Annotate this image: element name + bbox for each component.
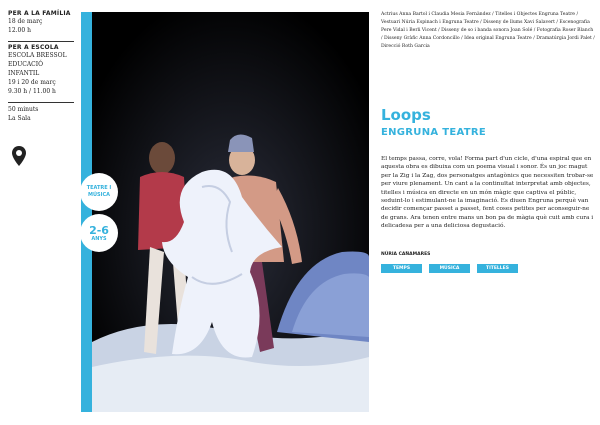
chip-musica: MÚSICA	[429, 264, 470, 273]
keyword-chips	[381, 264, 518, 273]
school-level-2: EDUCACIÓ	[8, 61, 44, 68]
school-time: 9.30 h / 11.00 h	[8, 88, 56, 95]
duration: 50 minuts	[8, 106, 39, 113]
location-pin-icon	[12, 146, 26, 166]
genre-line-1: TEATRE I	[86, 185, 112, 191]
description-author: NÚRIA CAÑAMARES	[381, 252, 431, 257]
family-heading: PER A LA FAMÍLIA	[8, 10, 71, 17]
age-unit: ANYS	[91, 235, 107, 242]
chip-temps: TEMPS	[381, 264, 422, 273]
school-heading: PER A ESCOLA	[8, 44, 59, 51]
chip-titelles: TITELLES	[477, 264, 518, 273]
school-block	[8, 41, 74, 96]
show-title: Loops	[381, 106, 431, 124]
show-description: El temps passa, corre, vola! Forma part d'un cicle, d'una espiral que en aquesta obra es dibuixa com un poema visual i sonor. És un joc magut per la Zig i la Zag, dos personatges antagònics que necessiten trobar-se per viure plenament. Un cant a la continuïtat interpretat amb objectes, titelles i música en directe en un món màgic que captiva el públic, seduint-lo i estimulant-ne la imaginació. Es diuen Engruna perquè van decidir començar passet a passet, fent coses petites per aconseguir-ne de grans. Ara tenen entre mans un bon pa de màgia què cuit amb cura i delicadesa per a una deliciosa degustació.	[381, 156, 594, 230]
family-block	[8, 10, 74, 35]
credits-text: Actrius Anna Bartol i Claudia Mesia Fernàndez / Titelles i Objectes Engruna Teatre / Vestuari Núria Espinach i Engruna Teatre / Disseny de llums Xavi Salavert / Escenografia Pere Vidal i Berli Vicent / Disseny de so i banda sonora Joan Solé / Fotografia Roser Blanch / Disseny Gràfic Anna Cordoncillo / Idea original Engruna Teatre / Dramatúrgia Jordi Palet / Direcció Roth Garcia	[381, 12, 595, 49]
genre-line-2: MÚSICA	[87, 192, 111, 198]
duration-block	[8, 102, 74, 123]
performance-photo	[92, 12, 369, 412]
school-level-1: ESCOLA BRESSOL	[8, 52, 67, 59]
venue: La Sala	[8, 115, 31, 122]
stage-scene	[92, 12, 369, 412]
school-date: 19 i 20 de març	[8, 79, 56, 86]
family-date: 18 de març	[8, 18, 43, 25]
school-level-3: INFANTIL	[8, 70, 40, 77]
event-info	[8, 10, 74, 129]
genre-badge	[80, 173, 118, 211]
age-range: 2-6	[89, 223, 109, 237]
age-badge	[80, 214, 118, 252]
company-name: ENGRUNA TEATRE	[381, 127, 486, 138]
accent-bar	[81, 12, 92, 412]
family-time: 12.00 h	[8, 27, 31, 34]
